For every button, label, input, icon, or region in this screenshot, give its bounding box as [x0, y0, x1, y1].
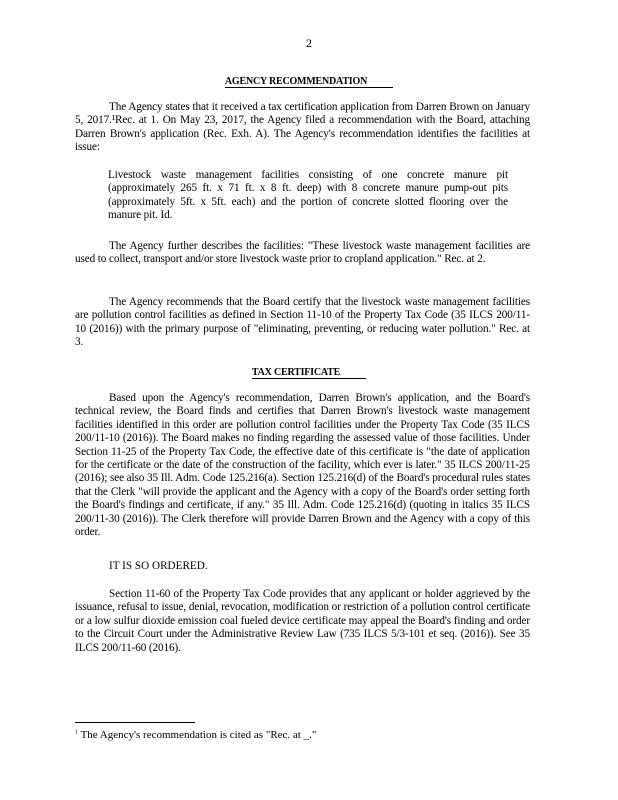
appeal-paragraph: Section 11-60 of the Property Tax Code provides that any applicant or holder aggrieved by the issuance, refusal to issue, denial, revocation, modification or restriction of a pollution control certificate or a low sulfur dioxide emission coal fueled device certificate may appeal the Board's finding and order to the Circuit Court under the Administrative Review Law (735 ILCS 5/3-101 et seq. (2016)). See 35 ILCS 200/11-60 (2016).	[75, 588, 530, 654]
footnote-divider	[75, 722, 195, 723]
agency-recommendation-heading	[0, 76, 618, 87]
page-number: 2	[306, 36, 312, 50]
footnote-marker: 1	[75, 729, 78, 736]
tax-certificate-heading	[0, 367, 618, 378]
tax-heading-text: TAX CERTIFICATE	[252, 367, 366, 379]
agency-heading-text: AGENCY RECOMMENDATION	[225, 76, 393, 88]
tax-certificate-paragraph: Based upon the Agency's recommendation, Darren Brown's application, and the Board's technical review, the Board finds and certifies that Darren Brown's livestock waste management facilities identified in this order are pollution control facilities under the Property Tax Code (35 ILCS 200/11-10 (2016)). The Board makes no finding regarding the assessed value of those facilities. Under Section 11-25 of the Property Tax Code, the effective date of this certificate is "the date of application for the certificate or the date of the construction of the facility, which ever is later." 35 ILCS 200/11-25 (2016); see also 35 Ill. Adm. Code 125.216(a). Section 125.216(d) of the Board's procedural rules states that the Clerk "will provide the applicant and the Agency with a copy of the Board's order setting forth the Board's findings and certificate, if any." 35 Ill. Adm. Code 125.216(d) (quoting in italics 35 ILCS 200/11-30 (2016)). The Clerk therefore will provide Darren Brown and the Agency with a copy of this order.	[75, 392, 530, 539]
it-is-so-ordered: IT IS SO ORDERED.	[109, 560, 208, 572]
facilities-block-quote: Livestock waste management facilities consisting of one concrete manure pit (approximately 265 ft. x 71 ft. x 8 ft. deep) with 8 concrete manure pump-out pits (approximately 5ft. x 5ft. each) and the portion of concrete slotted flooring over the manure pit. Id.	[108, 169, 508, 222]
footnote	[75, 729, 316, 741]
footnote-text: The Agency's recommendation is cited as "Rec. at _."	[80, 729, 317, 741]
agency-paragraph-3: The Agency recommends that the Board certify that the livestock waste management facilities are pollution control facilities as defined in Section 11-10 of the Property Tax Code (35 ILCS 200/11-10 (2016)) with the primary purpose of "eliminating, preventing, or reducing water pollution." Rec. at 3.	[75, 296, 530, 349]
agency-paragraph-2: The Agency further describes the facilities: "These livestock waste management facilities are used to collect, transport and/or store livestock waste prior to cropland application." Rec. at 2.	[75, 240, 530, 266]
agency-paragraph-1: The Agency states that it received a tax certification application from Darren Brown on January 5, 2017.¹Rec. at 1. On May 23, 2017, the Agency filed a recommendation with the Board, attaching Darren Brown's application (Rec. Exh. A). The Agency's recommendation identifies the facilities at issue:	[75, 101, 530, 154]
